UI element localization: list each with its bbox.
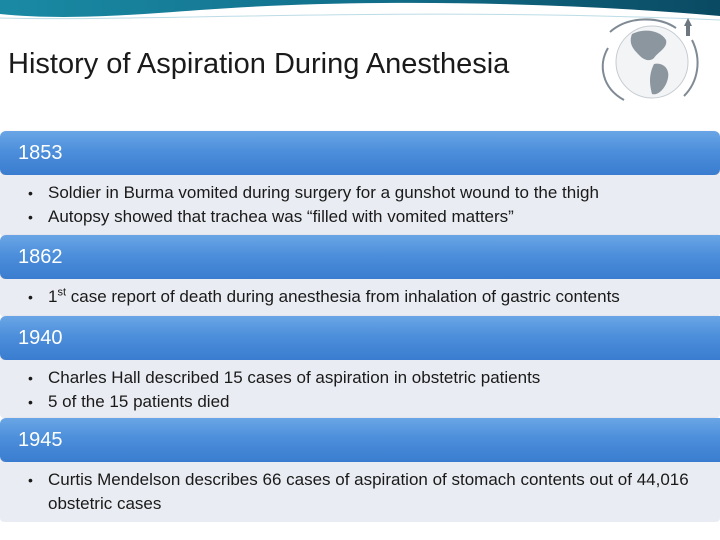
list-item: • Soldier in Burma vomited during surgery for a gunshot wound to the thigh — [28, 181, 710, 205]
globe-americas-icon — [588, 10, 716, 110]
bullet-icon: • — [28, 370, 33, 386]
list-item: • 5 of the 15 patients died — [28, 390, 710, 414]
bullet-icon: • — [28, 289, 33, 305]
page-title: History of Aspiration During Anesthesia — [8, 48, 510, 80]
bullet-icon: • — [28, 394, 33, 410]
list-item: • Curtis Mendelson describes 66 cases of aspiration of stomach contents out of 44,016 obstetric cases — [28, 470, 689, 513]
year-bar-1945: 1945 — [0, 418, 720, 462]
year-bar-1940: 1940 — [0, 316, 720, 360]
bullet-list-1853 — [0, 175, 720, 237]
bullet-list-1862 — [0, 279, 720, 317]
list-item: • Charles Hall described 15 cases of aspiration in obstetric patients — [28, 366, 710, 390]
bullet-list-1945 — [0, 462, 720, 522]
bullet-icon: • — [28, 185, 33, 201]
list-item: • 1st case report of death during anesthesia from inhalation of gastric contents — [28, 285, 710, 309]
bullet-list-1940 — [0, 360, 720, 418]
bullet-icon: • — [28, 472, 33, 488]
year-bar-1862: 1862 — [0, 235, 720, 279]
year-bar-1853: 1853 — [0, 131, 720, 175]
list-item: • Autopsy showed that trachea was “filled with vomited matters” — [28, 205, 710, 229]
bullet-icon: • — [28, 209, 33, 225]
